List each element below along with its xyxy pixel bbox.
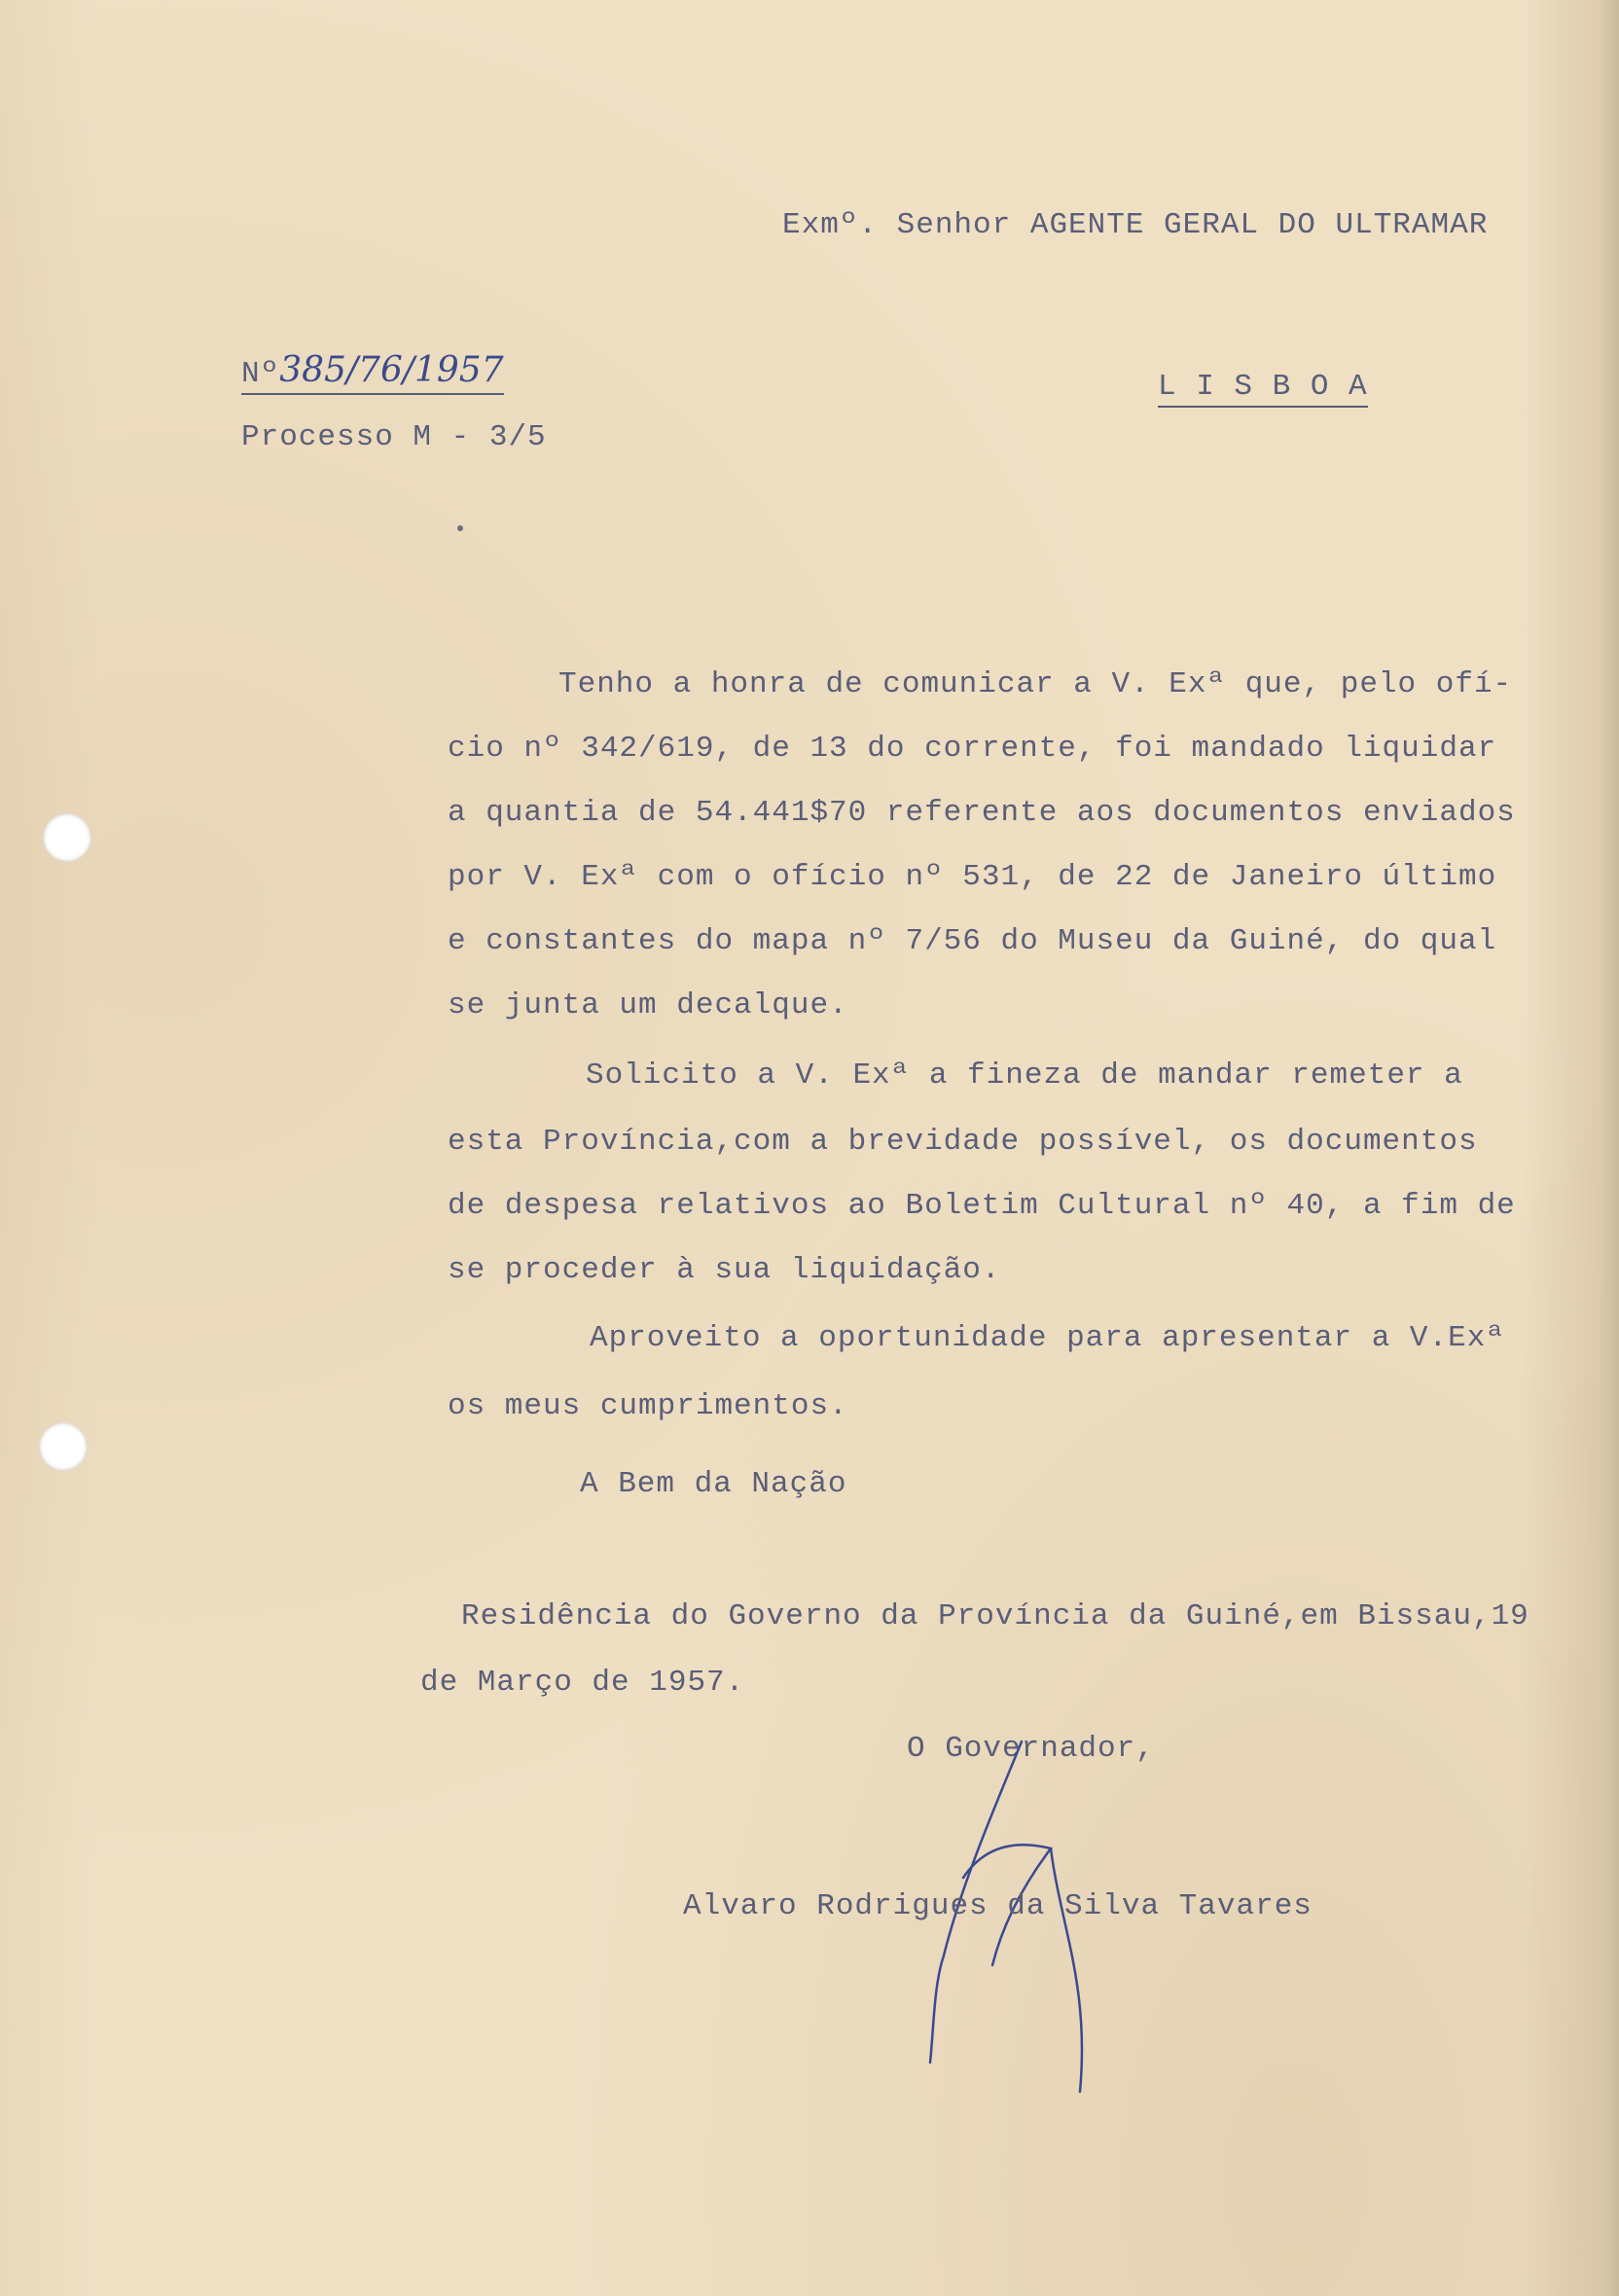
reference-number xyxy=(241,350,504,391)
body-line-11: Aproveito a oportunidade para apresentar a V.Exª xyxy=(590,1321,1505,1355)
body-line-5: e constantes do mapa nº 7/56 do Museu da Guiné, do qual xyxy=(448,924,1497,958)
process-number: Processo M - 3/5 xyxy=(241,420,547,454)
body-line-3: a quantia de 54.441$70 referente aos documentos enviados xyxy=(448,796,1516,830)
city-heading: L I S B O A xyxy=(1158,370,1368,408)
body-line-8: esta Província,com a brevidade possível, os documentos xyxy=(448,1125,1478,1159)
body-line-7: Solicito a V. Exª a fineza de mandar remeter a xyxy=(586,1058,1463,1093)
page-edge xyxy=(1601,0,1619,2296)
reference-number-prefix: Nº xyxy=(241,357,280,391)
reference-number-handwritten: 385/76/1957 xyxy=(279,350,504,390)
place-date-line-2: de Março de 1957. xyxy=(420,1666,745,1700)
addressee: Exmº. Senhor AGENTE GERAL DO ULTRAMAR xyxy=(782,208,1489,242)
body-line-9: de despesa relativos ao Boletim Cultural nº 40, a fim de xyxy=(448,1189,1516,1223)
body-line-1: Tenho a honra de comunicar a V. Exª que, pelo ofí- xyxy=(558,667,1513,701)
body-line-10: se proceder à sua liquidação. xyxy=(448,1253,1001,1287)
reference-number-underline xyxy=(241,350,504,395)
signatory-name: Alvaro Rodrigues da Silva Tavares xyxy=(683,1889,1313,1923)
punch-hole-top xyxy=(43,813,91,862)
body-line-12: os meus cumprimentos. xyxy=(448,1389,848,1423)
punch-hole-bottom xyxy=(39,1422,88,1471)
body-line-6: se junta um decalque. xyxy=(448,988,848,1022)
signatory-title: O Governador, xyxy=(907,1732,1155,1766)
body-line-4: por V. Exª com o ofício nº 531, de 22 de Janeiro último xyxy=(448,860,1497,894)
salutation: A Bem da Nação xyxy=(580,1467,847,1501)
place-date-line-1: Residência do Governo da Província da Guiné,em Bissau,19 xyxy=(461,1599,1529,1633)
ink-dot xyxy=(457,525,463,531)
body-line-2: cio nº 342/619, de 13 do corrente, foi mandado liquidar xyxy=(448,732,1497,766)
